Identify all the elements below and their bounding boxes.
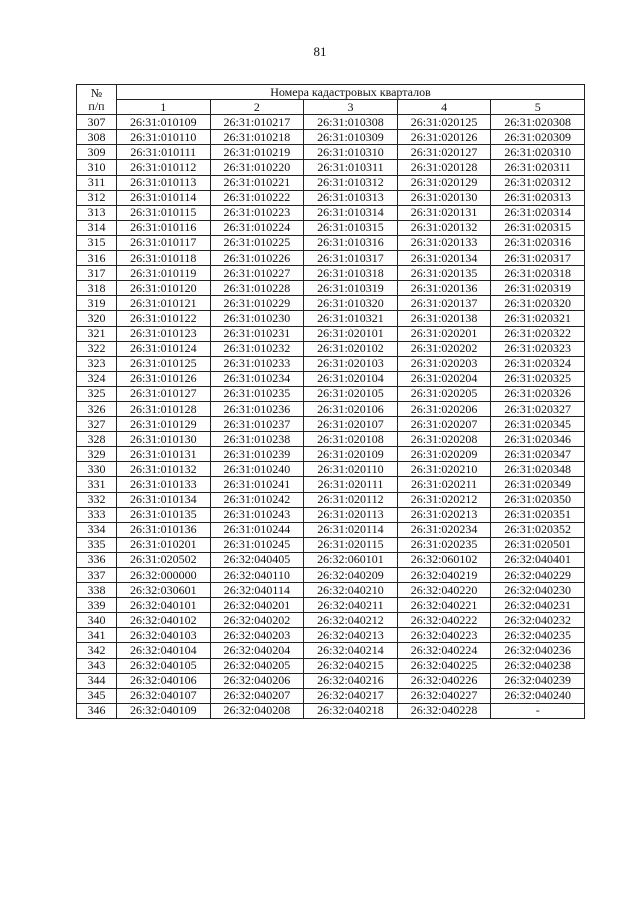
row-number-cell: 307: [77, 115, 117, 130]
row-number-cell: 346: [77, 703, 117, 718]
cadastral-number-cell: 26:31:020206: [397, 401, 491, 416]
table-row: [77, 251, 585, 266]
cadastral-number-cell: 26:31:020201: [397, 326, 491, 341]
cadastral-number-cell: 26:32:040103: [117, 628, 211, 643]
cadastral-number-cell: 26:31:020209: [397, 447, 491, 462]
cadastral-number-cell: 26:31:010132: [117, 462, 211, 477]
cadastral-number-cell: 26:31:020345: [491, 417, 585, 432]
row-number-cell: 338: [77, 583, 117, 598]
cadastral-number-cell: 26:32:040217: [304, 688, 398, 703]
cadastral-number-cell: 26:31:020321: [491, 311, 585, 326]
cadastral-number-cell: 26:31:010113: [117, 175, 211, 190]
cadastral-number-cell: 26:31:010233: [210, 356, 304, 371]
table-row: [77, 115, 585, 130]
row-number-cell: 335: [77, 537, 117, 552]
table-row: [77, 673, 585, 688]
cadastral-number-cell: 26:32:040109: [117, 703, 211, 718]
cadastral-number-cell: 26:32:040205: [210, 658, 304, 673]
cadastral-number-cell: 26:32:040219: [397, 568, 491, 583]
cadastral-number-cell: 26:31:010130: [117, 432, 211, 447]
cadastral-number-cell: 26:31:010240: [210, 462, 304, 477]
cadastral-number-cell: 26:31:020212: [397, 492, 491, 507]
table-row: [77, 401, 585, 416]
cadastral-number-cell: 26:31:020132: [397, 220, 491, 235]
table-row: [77, 658, 585, 673]
cadastral-number-cell: 26:31:010111: [117, 145, 211, 160]
cadastral-number-cell: 26:31:020327: [491, 401, 585, 416]
cadastral-number-cell: 26:31:010236: [210, 401, 304, 416]
cadastral-number-cell: 26:32:040236: [491, 643, 585, 658]
row-number-cell: 341: [77, 628, 117, 643]
table-row: [77, 568, 585, 583]
cadastral-number-cell: 26:31:020110: [304, 462, 398, 477]
cadastral-number-cell: 26:31:020129: [397, 175, 491, 190]
cadastral-number-cell: 26:31:020203: [397, 356, 491, 371]
cadastral-number-cell: 26:32:000000: [117, 568, 211, 583]
row-number-cell: 327: [77, 417, 117, 432]
table-row: [77, 462, 585, 477]
cadastral-number-cell: 26:31:010318: [304, 266, 398, 281]
cadastral-number-cell: 26:32:040211: [304, 598, 398, 613]
cadastral-number-cell: 26:31:020114: [304, 522, 398, 537]
cadastral-number-cell: 26:31:020311: [491, 160, 585, 175]
column-header: 4: [397, 100, 491, 115]
row-number-cell: 321: [77, 326, 117, 341]
cadastral-number-cell: 26:31:020202: [397, 341, 491, 356]
cadastral-number-cell: 26:31:010230: [210, 311, 304, 326]
cadastral-number-cell: 26:31:020136: [397, 281, 491, 296]
cadastral-number-cell: 26:32:040222: [397, 613, 491, 628]
cadastral-number-cell: 26:32:040102: [117, 613, 211, 628]
table-row: [77, 492, 585, 507]
cadastral-number-cell: 26:32:040202: [210, 613, 304, 628]
row-number-cell: 322: [77, 341, 117, 356]
table-row: [77, 266, 585, 281]
cadastral-number-cell: 26:32:040110: [210, 568, 304, 583]
cadastral-number-cell: 26:31:020210: [397, 462, 491, 477]
cadastral-number-cell: 26:32:040213: [304, 628, 398, 643]
cadastral-number-cell: 26:31:010312: [304, 175, 398, 190]
cadastral-number-cell: 26:31:010310: [304, 145, 398, 160]
row-number-cell: 312: [77, 190, 117, 205]
cadastral-number-cell: 26:31:010232: [210, 341, 304, 356]
cadastral-number-cell: 26:31:020138: [397, 311, 491, 326]
cadastral-number-cell: 26:31:010309: [304, 130, 398, 145]
cadastral-number-cell: 26:31:020101: [304, 326, 398, 341]
cadastral-number-cell: 26:31:020205: [397, 386, 491, 401]
column-header: 3: [304, 100, 398, 115]
cadastral-number-cell: 26:32:040105: [117, 658, 211, 673]
cadastral-numbers-group-header: Номера кадастровых кварталов: [117, 85, 585, 100]
cadastral-number-cell: 26:31:010224: [210, 220, 304, 235]
cadastral-number-cell: 26:32:040218: [304, 703, 398, 718]
cadastral-number-cell: 26:31:010114: [117, 190, 211, 205]
cadastral-number-cell: 26:31:020347: [491, 447, 585, 462]
cadastral-number-cell: 26:31:020106: [304, 401, 398, 416]
cadastral-number-cell: 26:31:010119: [117, 266, 211, 281]
table-row: [77, 281, 585, 296]
cadastral-number-cell: 26:31:010237: [210, 417, 304, 432]
table-row: [77, 356, 585, 371]
table-row: [77, 371, 585, 386]
cadastral-number-cell: 26:31:010122: [117, 311, 211, 326]
row-number-cell: 326: [77, 401, 117, 416]
cadastral-number-cell: 26:32:040224: [397, 643, 491, 658]
cadastral-number-cell: 26:31:010223: [210, 205, 304, 220]
cadastral-number-cell: 26:32:040229: [491, 568, 585, 583]
row-number-cell: 316: [77, 251, 117, 266]
row-number-cell: 329: [77, 447, 117, 462]
cadastral-number-cell: 26:32:040206: [210, 673, 304, 688]
table-row: [77, 477, 585, 492]
cadastral-number-cell: 26:31:010131: [117, 447, 211, 462]
row-number-cell: 324: [77, 371, 117, 386]
cadastral-number-cell: 26:31:010235: [210, 386, 304, 401]
row-number-cell: 323: [77, 356, 117, 371]
cadastral-number-cell: 26:32:040231: [491, 598, 585, 613]
cadastral-number-cell: 26:31:010127: [117, 386, 211, 401]
cadastral-number-cell: 26:31:020127: [397, 145, 491, 160]
table-row: [77, 386, 585, 401]
cadastral-number-cell: 26:31:020310: [491, 145, 585, 160]
table-row: [77, 552, 585, 567]
cadastral-number-cell: 26:31:020115: [304, 537, 398, 552]
table-row: [77, 522, 585, 537]
row-number-cell: 332: [77, 492, 117, 507]
table-body: [77, 115, 585, 719]
cadastral-number-cell: 26:31:020128: [397, 160, 491, 175]
cadastral-number-cell: 26:31:020108: [304, 432, 398, 447]
cadastral-number-cell: 26:32:040104: [117, 643, 211, 658]
cadastral-number-cell: 26:31:020349: [491, 477, 585, 492]
table-row: [77, 628, 585, 643]
cadastral-number-cell: 26:31:010220: [210, 160, 304, 175]
row-number-cell: 343: [77, 658, 117, 673]
cadastral-number-cell: 26:32:040214: [304, 643, 398, 658]
cadastral-quarters-table: [76, 84, 585, 719]
cadastral-number-cell: 26:31:010121: [117, 296, 211, 311]
cadastral-number-cell: 26:31:010123: [117, 326, 211, 341]
row-number-header-abbr: п/п: [88, 98, 105, 113]
cadastral-number-cell: 26:31:020107: [304, 417, 398, 432]
table-row: [77, 205, 585, 220]
table-row: [77, 326, 585, 341]
cadastral-number-cell: 26:31:020346: [491, 432, 585, 447]
cadastral-number-cell: 26:31:020326: [491, 386, 585, 401]
cadastral-number-cell: 26:32:040210: [304, 583, 398, 598]
cadastral-number-cell: 26:31:020208: [397, 432, 491, 447]
row-number-cell: 315: [77, 235, 117, 250]
cadastral-number-cell: 26:31:010226: [210, 251, 304, 266]
cadastral-number-cell: 26:31:010115: [117, 205, 211, 220]
row-number-cell: 340: [77, 613, 117, 628]
table-row: [77, 583, 585, 598]
cadastral-number-cell: 26:31:020102: [304, 341, 398, 356]
cadastral-number-cell: 26:31:020133: [397, 235, 491, 250]
table-row: [77, 160, 585, 175]
cadastral-number-cell: 26:31:010313: [304, 190, 398, 205]
cadastral-number-cell: 26:31:010133: [117, 477, 211, 492]
cadastral-number-cell: 26:31:020322: [491, 326, 585, 341]
row-number-header: [77, 85, 117, 115]
cadastral-number-cell: 26:31:010244: [210, 522, 304, 537]
row-number-cell: 313: [77, 205, 117, 220]
cadastral-number-cell: 26:31:010117: [117, 235, 211, 250]
row-number-cell: 330: [77, 462, 117, 477]
table-row: [77, 598, 585, 613]
table-row: [77, 311, 585, 326]
table-row: [77, 613, 585, 628]
table-row: [77, 190, 585, 205]
cadastral-number-cell: 26:32:040212: [304, 613, 398, 628]
cadastral-number-cell: 26:31:010239: [210, 447, 304, 462]
cadastral-number-cell: 26:31:020315: [491, 220, 585, 235]
cadastral-number-cell: 26:32:040230: [491, 583, 585, 598]
cadastral-number-cell: 26:31:020135: [397, 266, 491, 281]
cadastral-number-cell: 26:31:020316: [491, 235, 585, 250]
table-row: [77, 130, 585, 145]
row-number-cell: 345: [77, 688, 117, 703]
cadastral-number-cell: 26:32:040227: [397, 688, 491, 703]
row-number-cell: 309: [77, 145, 117, 160]
table-row: [77, 341, 585, 356]
row-number-cell: 314: [77, 220, 117, 235]
table-row: [77, 235, 585, 250]
cadastral-number-cell: 26:31:010314: [304, 205, 398, 220]
cadastral-number-cell: 26:32:030601: [117, 583, 211, 598]
cadastral-number-cell: 26:31:010126: [117, 371, 211, 386]
cadastral-number-cell: 26:31:020130: [397, 190, 491, 205]
cadastral-number-cell: 26:32:040401: [491, 552, 585, 567]
cadastral-number-cell: 26:31:010311: [304, 160, 398, 175]
table-row: [77, 175, 585, 190]
table-row: [77, 507, 585, 522]
row-number-cell: 318: [77, 281, 117, 296]
cadastral-number-cell: 26:31:020351: [491, 507, 585, 522]
table-row: [77, 417, 585, 432]
cadastral-number-cell: 26:32:040220: [397, 583, 491, 598]
row-number-cell: 317: [77, 266, 117, 281]
cadastral-number-cell: 26:31:020103: [304, 356, 398, 371]
cadastral-number-cell: 26:32:040207: [210, 688, 304, 703]
column-header: 2: [210, 100, 304, 115]
row-number-cell: 339: [77, 598, 117, 613]
cadastral-number-cell: 26:31:010217: [210, 115, 304, 130]
header-row-columns: [77, 100, 585, 115]
row-number-cell: 344: [77, 673, 117, 688]
cadastral-number-cell: 26:31:010120: [117, 281, 211, 296]
table-row: [77, 688, 585, 703]
cadastral-number-cell: 26:31:010221: [210, 175, 304, 190]
cadastral-number-cell: 26:31:020318: [491, 266, 585, 281]
cadastral-number-cell: 26:32:040239: [491, 673, 585, 688]
cadastral-number-cell: 26:31:010231: [210, 326, 304, 341]
row-number-cell: 310: [77, 160, 117, 175]
cadastral-number-cell: 26:31:020348: [491, 462, 585, 477]
cadastral-number-cell: 26:32:040226: [397, 673, 491, 688]
cadastral-number-cell: 26:31:020501: [491, 537, 585, 552]
cadastral-number-cell: 26:31:010227: [210, 266, 304, 281]
row-number-cell: 320: [77, 311, 117, 326]
page-number: 81: [313, 44, 327, 59]
cadastral-number-cell: 26:31:010129: [117, 417, 211, 432]
cadastral-number-cell: 26:31:010225: [210, 235, 304, 250]
row-number-cell: 331: [77, 477, 117, 492]
table-row: [77, 643, 585, 658]
cadastral-number-cell: 26:31:020308: [491, 115, 585, 130]
cadastral-number-cell: 26:31:010135: [117, 507, 211, 522]
cadastral-number-cell: 26:31:020211: [397, 477, 491, 492]
row-number-cell: 328: [77, 432, 117, 447]
cadastral-number-cell: 26:31:020213: [397, 507, 491, 522]
cadastral-number-cell: 26:32:040215: [304, 658, 398, 673]
cadastral-number-cell: 26:32:040225: [397, 658, 491, 673]
cadastral-number-cell: 26:31:010201: [117, 537, 211, 552]
row-number-cell: 334: [77, 522, 117, 537]
cadastral-number-cell: 26:31:010116: [117, 220, 211, 235]
table-row: [77, 447, 585, 462]
cadastral-number-cell: 26:32:040209: [304, 568, 398, 583]
cadastral-number-cell: 26:31:020207: [397, 417, 491, 432]
cadastral-number-cell: 26:31:020204: [397, 371, 491, 386]
cadastral-number-cell: 26:31:020137: [397, 296, 491, 311]
cadastral-number-cell: 26:31:010234: [210, 371, 304, 386]
cadastral-number-cell: 26:32:040223: [397, 628, 491, 643]
cadastral-number-cell: 26:32:040235: [491, 628, 585, 643]
cadastral-number-cell: 26:32:040228: [397, 703, 491, 718]
cadastral-number-cell: 26:31:010219: [210, 145, 304, 160]
cadastral-number-cell: 26:31:020314: [491, 205, 585, 220]
row-number-cell: 333: [77, 507, 117, 522]
cadastral-number-cell: 26:31:020113: [304, 507, 398, 522]
cadastral-number-cell: 26:31:020317: [491, 251, 585, 266]
cadastral-number-cell: 26:31:020234: [397, 522, 491, 537]
table-row: [77, 145, 585, 160]
cadastral-number-cell: 26:31:010136: [117, 522, 211, 537]
cadastral-number-cell: 26:31:010134: [117, 492, 211, 507]
cadastral-number-cell: 26:31:020111: [304, 477, 398, 492]
cadastral-number-cell: 26:32:040221: [397, 598, 491, 613]
column-header: 5: [491, 100, 585, 115]
cadastral-number-cell: 26:31:010319: [304, 281, 398, 296]
cadastral-number-cell: 26:31:010242: [210, 492, 304, 507]
cadastral-number-cell: 26:32:040216: [304, 673, 398, 688]
row-number-cell: 311: [77, 175, 117, 190]
table-row: [77, 537, 585, 552]
cadastral-number-cell: 26:31:020324: [491, 356, 585, 371]
cadastral-number-cell: 26:31:010218: [210, 130, 304, 145]
table-row: [77, 220, 585, 235]
row-number-header-symbol: №: [90, 85, 103, 100]
row-number-cell: 342: [77, 643, 117, 658]
cadastral-number-cell: 26:31:020309: [491, 130, 585, 145]
row-number-cell: 325: [77, 386, 117, 401]
cadastral-number-cell: 26:32:040201: [210, 598, 304, 613]
row-number-cell: 337: [77, 568, 117, 583]
cadastral-number-cell: 26:31:010321: [304, 311, 398, 326]
cadastral-number-cell: 26:31:010124: [117, 341, 211, 356]
cadastral-number-cell: 26:32:040232: [491, 613, 585, 628]
header-row-group: [77, 85, 585, 100]
cadastral-number-cell: 26:32:040203: [210, 628, 304, 643]
cadastral-number-cell: 26:31:010320: [304, 296, 398, 311]
cadastral-number-cell: 26:31:010128: [117, 401, 211, 416]
cadastral-number-cell: 26:31:020235: [397, 537, 491, 552]
table-row: [77, 703, 585, 718]
cadastral-number-cell: 26:31:020104: [304, 371, 398, 386]
cadastral-number-cell: 26:31:010125: [117, 356, 211, 371]
cadastral-number-cell: 26:32:040101: [117, 598, 211, 613]
cadastral-number-cell: 26:31:010118: [117, 251, 211, 266]
cadastral-number-cell: 26:31:020125: [397, 115, 491, 130]
cadastral-number-cell: 26:31:020319: [491, 281, 585, 296]
cadastral-number-cell: 26:31:010110: [117, 130, 211, 145]
table-row: [77, 432, 585, 447]
cadastral-number-cell: 26:31:020109: [304, 447, 398, 462]
cadastral-number-cell: 26:31:010112: [117, 160, 211, 175]
cadastral-number-cell: 26:31:020105: [304, 386, 398, 401]
cadastral-number-cell: 26:32:060102: [397, 552, 491, 567]
cadastral-number-cell: 26:32:040114: [210, 583, 304, 598]
cadastral-number-cell: 26:31:010238: [210, 432, 304, 447]
cadastral-number-cell: 26:31:010109: [117, 115, 211, 130]
cadastral-number-cell: 26:31:010229: [210, 296, 304, 311]
cadastral-number-cell: 26:31:020126: [397, 130, 491, 145]
cadastral-number-cell: 26:31:010316: [304, 235, 398, 250]
column-header: 1: [117, 100, 211, 115]
cadastral-number-cell: 26:31:020312: [491, 175, 585, 190]
cadastral-number-cell: 26:32:060101: [304, 552, 398, 567]
cadastral-number-cell: 26:31:010315: [304, 220, 398, 235]
cadastral-number-cell: 26:31:010228: [210, 281, 304, 296]
cadastral-number-cell: 26:31:020502: [117, 552, 211, 567]
cadastral-number-cell: 26:32:040208: [210, 703, 304, 718]
cadastral-number-cell: 26:31:020313: [491, 190, 585, 205]
row-number-cell: 308: [77, 130, 117, 145]
cadastral-number-cell: 26:31:010241: [210, 477, 304, 492]
cadastral-number-cell: 26:32:040204: [210, 643, 304, 658]
cadastral-number-cell: 26:31:020325: [491, 371, 585, 386]
cadastral-number-cell: 26:31:020350: [491, 492, 585, 507]
cadastral-number-cell: 26:32:040240: [491, 688, 585, 703]
cadastral-number-cell: 26:31:020131: [397, 205, 491, 220]
row-number-cell: 319: [77, 296, 117, 311]
cadastral-number-cell: 26:32:040106: [117, 673, 211, 688]
cadastral-number-cell: 26:31:010317: [304, 251, 398, 266]
cadastral-number-cell: 26:32:040238: [491, 658, 585, 673]
cadastral-number-cell: 26:31:020352: [491, 522, 585, 537]
cadastral-number-cell: 26:31:010245: [210, 537, 304, 552]
cadastral-number-cell: 26:31:010222: [210, 190, 304, 205]
cadastral-number-cell: 26:31:010308: [304, 115, 398, 130]
cadastral-number-cell: 26:31:010243: [210, 507, 304, 522]
table-row: [77, 296, 585, 311]
cadastral-number-cell: 26:32:040405: [210, 552, 304, 567]
cadastral-number-cell: 26:32:040107: [117, 688, 211, 703]
row-number-cell: 336: [77, 552, 117, 567]
cadastral-number-cell: -: [491, 703, 585, 718]
cadastral-number-cell: 26:31:020112: [304, 492, 398, 507]
cadastral-number-cell: 26:31:020323: [491, 341, 585, 356]
cadastral-number-cell: 26:31:020320: [491, 296, 585, 311]
cadastral-number-cell: 26:31:020134: [397, 251, 491, 266]
